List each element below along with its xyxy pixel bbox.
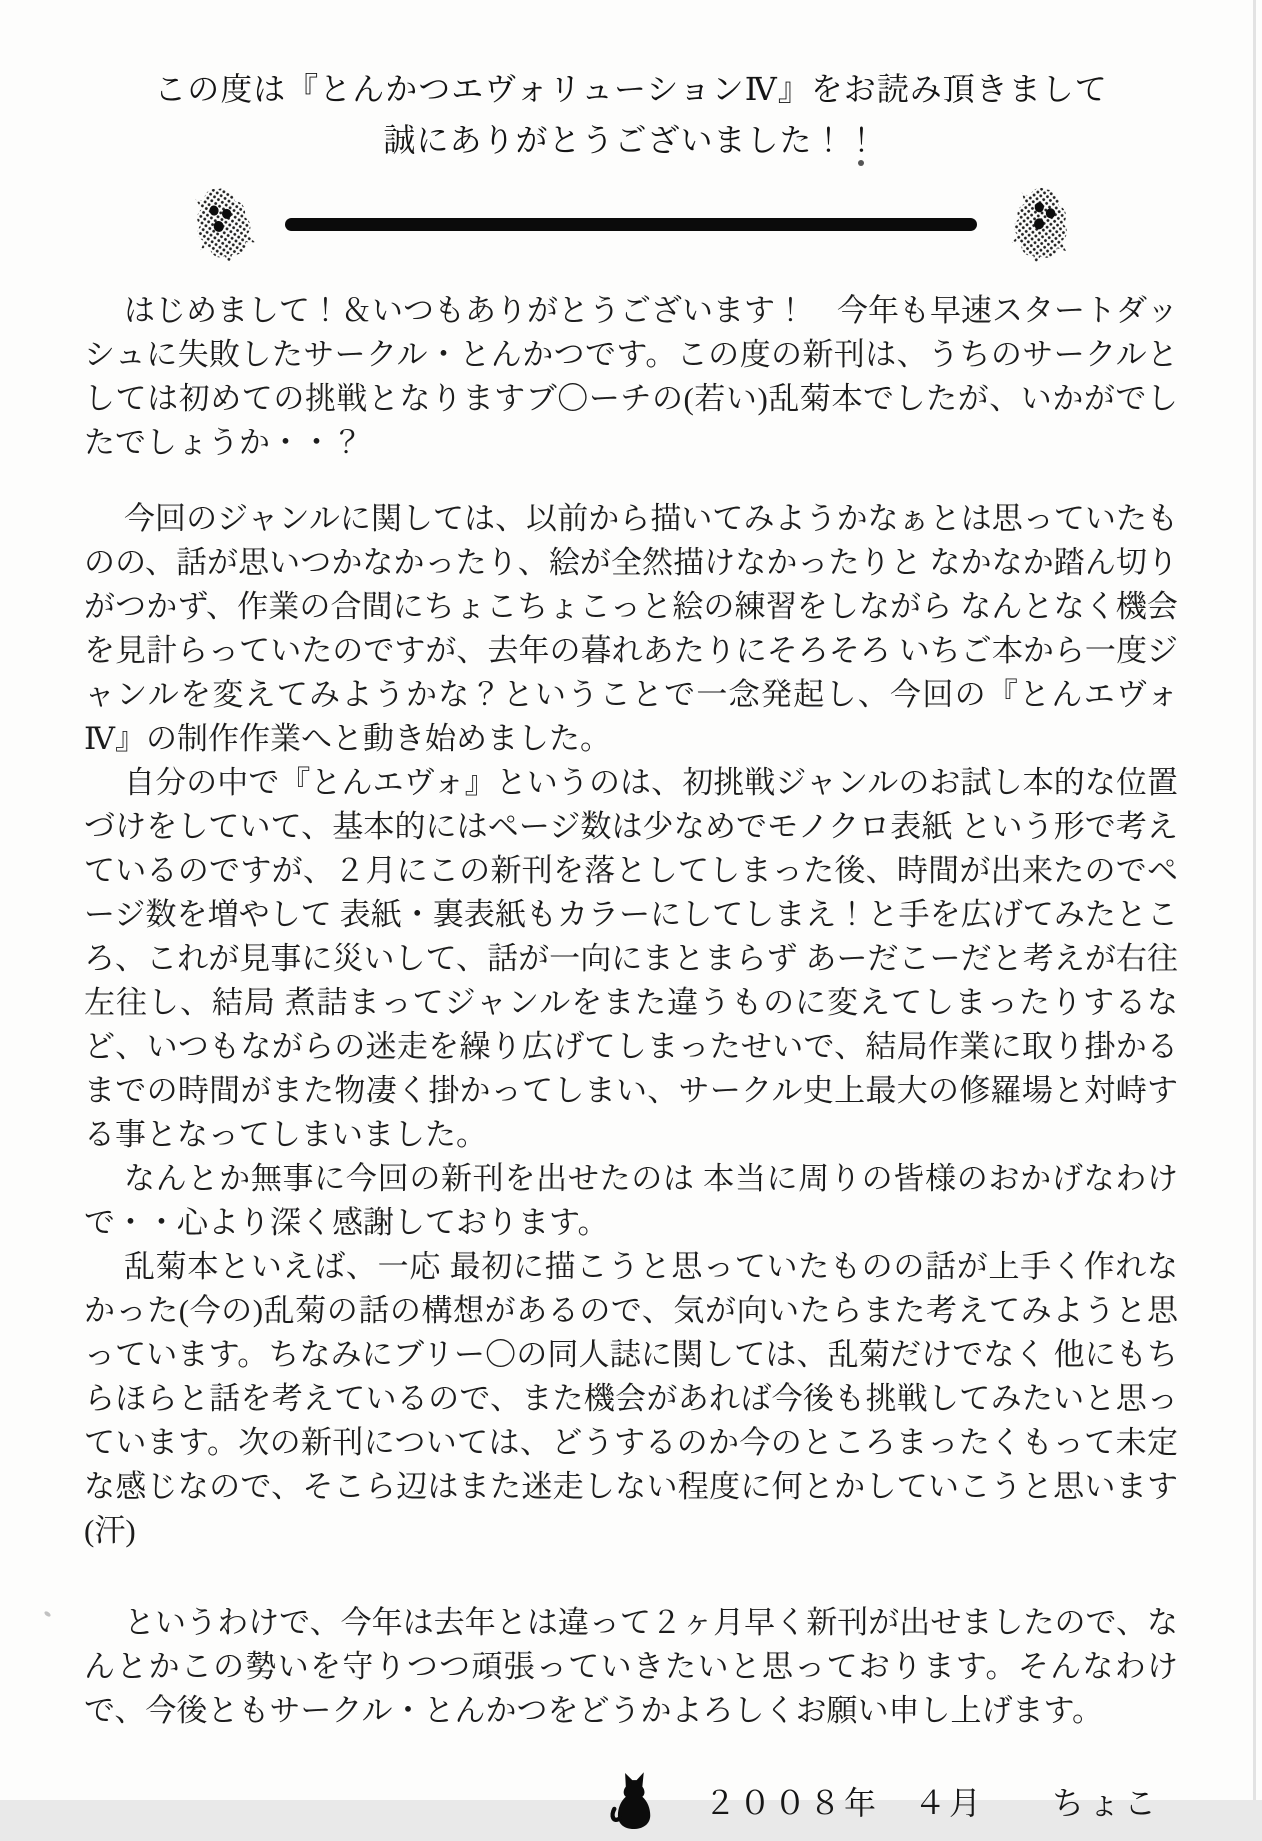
paragraph-greeting: はじめまして！＆いつもありがとうございます！ 今年も早速スタートダッシュに失敗したサークル・とんかつです。この度の新刊は、うちのサークルとしては初めての挑戦となりますブ〇ーチの(若い)乱菊本でしたが、いかがでしたでしょうか・・？ (84, 293, 1178, 461)
signature (610, 1769, 1262, 1833)
scan-speck (858, 160, 864, 166)
signature-author: ちょこ (1052, 1785, 1161, 1822)
divider (0, 181, 1262, 267)
body-text (84, 289, 1178, 1733)
paragraph-thanks: なんとか無事に今回の新刊を出せたのは 本当に周りの皆様のおかげなわけで・・心より深く感謝しております。 (84, 1161, 1178, 1241)
halftone-ghost-icon (1002, 179, 1078, 268)
title-line-2: 誠にありがとうございました！！ (383, 121, 879, 158)
title-line-1: この度は『とんかつエヴォリューションⅣ』をお読み頂きまして (154, 71, 1108, 107)
divider-line (285, 218, 977, 231)
signature-date: ２００８年 ４月 (704, 1785, 985, 1822)
scan-speck (43, 1610, 51, 1617)
paragraph-closing: というわけで、今年は去年とは違って２ヶ月早く新刊が出せましたので、なんとかこの勢いを守りつつ頑張っていきたいと思っております。そんなわけで、今後ともサークル・とんかつをどうかよろしくお願い申し上げます。 (84, 1605, 1178, 1729)
halftone-ghost-icon (182, 178, 261, 270)
paragraph-future-plans: 乱菊本といえば、一応 最初に描こうと思っていたものの話が上手く作れなかった(今の)乱菊の話の構想があるので、気が向いたらまた考えてみようと思っています。ちなみにブリー〇の同人誌に関しては、乱菊だけでなく 他にもちらほらと話を考えているので、また機会があれば今後も挑戦してみたいと思っています。次の新刊については、どうするのか今のところまったくもって未定な感じなので、そこら辺はまた迷走しない程度に何とかしていこうと思います(汗) (84, 1249, 1178, 1549)
paragraph-genre-choice: 今回のジャンルに関しては、以前から描いてみようかなぁとは思っていたものの、話が思いつかなかったり、絵が全然描けなかったりと なかなか踏ん切りがつかず、作業の合間にちょこちょこっと絵の練習をしながら なんとなく機会を見計らっていたのですが、去年の暮れあたりにそろそろ いちご本から一度ジャンルを変えてみようかな？ということで一念発起し、今回の『とんエヴォⅣ』の制作作業へと動き始めました。 (84, 501, 1178, 757)
paragraph-production-trouble: 自分の中で『とんエヴォ』というのは、初挑戦ジャンルのお試し本的な位置づけをしていて、基本的にはページ数は少なめでモノクロ表紙 という形で考えているのですが、２月にこの新刊を落としてしまった後、時間が出来たのでページ数を増やして 表紙・裏表紙もカラーにしてしまえ！と手を広げてみたところ、これが見事に災いして、話が一向にまとまらず あーだこーだと考えが右往左往し、結局 煮詰まってジャンルをまた違うものに変えてしまったりするなど、いつもながらの迷走を繰り広げてしまったせいで、結局作業に取り掛かるまでの時間がまた物凄く掛かってしまい、サークル史上最大の修羅場と対峙する事となってしまいました。 (84, 765, 1178, 1153)
page-title (0, 0, 1262, 165)
scan-edge-artifact (1253, 0, 1256, 1800)
black-cat-icon (610, 1769, 656, 1833)
